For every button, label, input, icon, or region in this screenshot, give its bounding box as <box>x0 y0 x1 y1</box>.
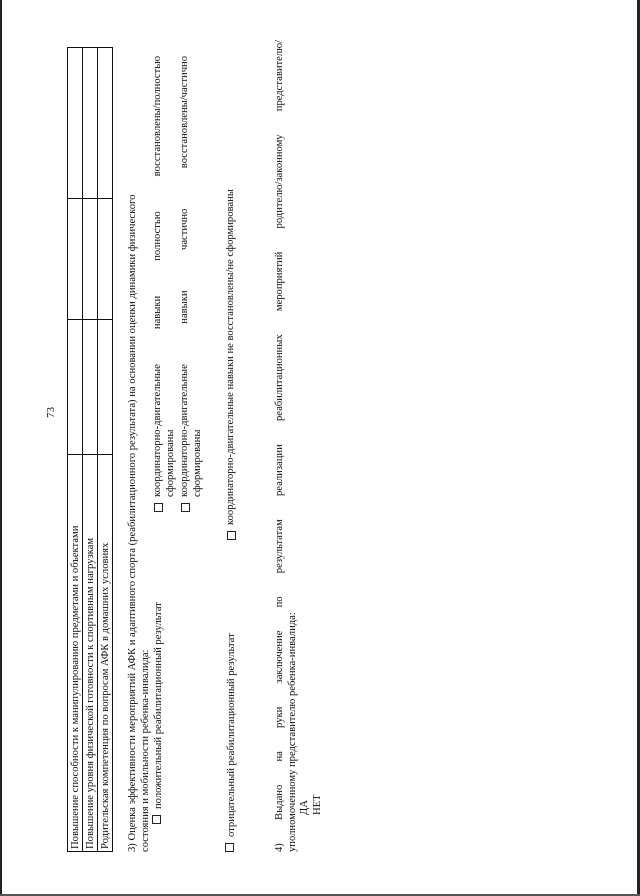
answer-yes[interactable]: ДА <box>299 800 311 815</box>
option-partially-restored <box>179 56 204 512</box>
section-3-intro-line1: 3) Оценка эффективности мероприятий АФК и адаптивного спорта (реабилитационного результата) на основании оценки динамики физического <box>127 194 138 852</box>
table-cell-empty <box>68 320 83 455</box>
table-cell-label: Повышение способности к манипулированию предметами и объектами <box>68 455 83 852</box>
table-cell-empty <box>83 199 98 320</box>
table-cell-empty <box>83 320 98 455</box>
section-3-assessment <box>127 40 239 852</box>
positive-result-label: положительный реабилитационный результат <box>153 602 165 809</box>
negative-result-row <box>225 40 240 852</box>
positive-result-checkbox[interactable] <box>152 815 161 824</box>
table-cell-empty <box>98 48 113 199</box>
negative-options <box>225 84 240 540</box>
skills-table <box>67 47 113 852</box>
option-fully-restored <box>152 56 177 512</box>
positive-result <box>152 512 206 852</box>
option-partially-restored-line2: сформированы <box>191 429 203 497</box>
rotated-document <box>67 40 323 852</box>
table-row <box>68 48 83 852</box>
option-fully-restored-line2: сформированы <box>164 429 176 497</box>
option-not-restored-checkbox[interactable] <box>227 531 236 540</box>
table-cell-label: Повышение уровня физической готовности к спортивным нагрузкам <box>83 455 98 852</box>
section-4-line2: уполномоченному представителю ребенка-инвалида: <box>286 612 298 852</box>
table-cell-label: Родительская компетенция по вопросам АФК в домашних условиях <box>98 455 113 852</box>
positive-result-row <box>152 40 206 852</box>
option-partially-restored-checkbox[interactable] <box>181 503 190 512</box>
negative-result-label: отрицательный реабилитационный результат <box>225 633 237 837</box>
table-cell-empty <box>68 48 83 199</box>
option-not-restored-label: координаторно-двигательные навыки не восстановлены/не сформированы <box>224 189 236 525</box>
option-partially-restored-line1: координаторно-двигательные навыки частично восстановлены/частично <box>179 56 191 497</box>
table-cell-empty <box>98 199 113 320</box>
section-3-intro-line2: состояния и мобильности ребенка-инвалида: <box>139 649 151 852</box>
negative-result <box>225 540 240 852</box>
table-cell-empty <box>98 320 113 455</box>
option-not-restored <box>225 84 238 540</box>
option-fully-restored-line1: координаторно-двигательные навыки полностью восстановлены/полностью <box>152 56 164 497</box>
section-4-line1: 4) Выдано на руки заключение по результатам реализации реабилитационных мероприятий родителю/законному представителю/ <box>274 40 285 852</box>
section-4-conclusion <box>274 40 324 852</box>
table-row <box>83 48 98 852</box>
table-row <box>98 48 113 852</box>
table-cell-empty <box>68 199 83 320</box>
scan-edge-left <box>0 0 2 896</box>
answer-no[interactable]: НЕТ <box>311 794 323 815</box>
negative-result-checkbox[interactable] <box>225 843 234 852</box>
option-fully-restored-checkbox[interactable] <box>154 503 163 512</box>
page-number: 73 <box>45 407 57 418</box>
table-cell-empty <box>83 48 98 199</box>
positive-options <box>152 56 206 512</box>
